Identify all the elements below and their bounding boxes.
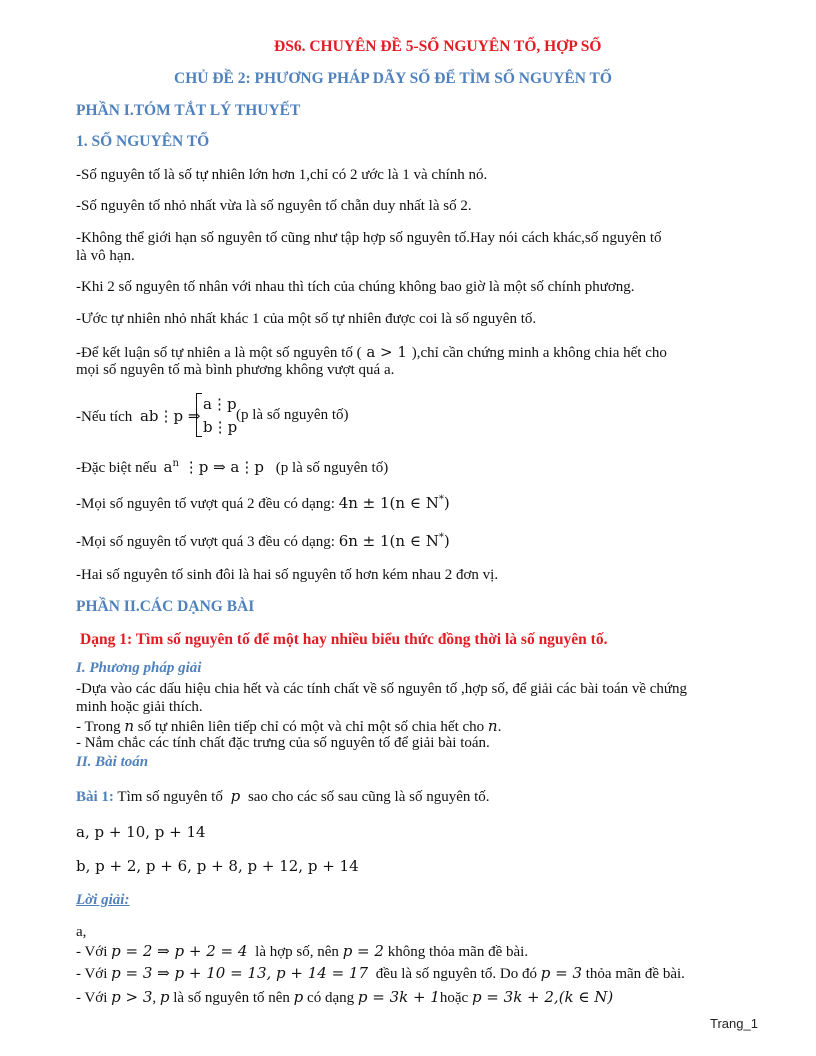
solution-line-1: - Với p = 2 ⇒ p + 2 = 4 là hợp số, nên p = 2 không thỏa mãn đề bài. xyxy=(76,942,529,960)
document-subtitle: CHỦ ĐỀ 2: PHƯƠNG PHÁP DÃY SỐ ĐỂ TÌM SỐ NGUYÊN TỐ xyxy=(174,70,612,87)
method-line-1: -Dựa vào các dấu hiệu chia hết và các tính chất về số nguyên tố ,hợp số, để giải các bài toán về chứng xyxy=(76,681,688,697)
theory-line-8: -Đặc biệt nếu $a^n$ ⋮p ⇒ a⋮p (p là số nguyên tố) xyxy=(76,458,389,476)
theory-line-5: -Ước tự nhiên nhỏ nhất khác 1 của một số tự nhiên được coi là số nguyên tố. xyxy=(76,311,537,327)
exercise-1-label: Bài 1: xyxy=(76,789,114,805)
exercise-1a: a, p + 10, p + 14 xyxy=(76,823,206,841)
formula-power-divides: $a^n$ ⋮p ⇒ a⋮p xyxy=(163,458,264,476)
theory-line-3a: -Không thể giới hạn số nguyên tố cũng như tập hợp số nguyên tố.Hay nói cách khác,số nguyên tố xyxy=(76,230,662,246)
formula-6n-pm-1: 6n ± 1(n ∈ N*) xyxy=(338,532,450,550)
theory-line-7-note: (p là số nguyên tố) xyxy=(236,407,349,423)
formula-a-gt-1: a > 1 xyxy=(361,343,412,361)
formula-4n-pm-1: 4n ± 1(n ∈ N*) xyxy=(338,494,450,512)
exercise-heading: II. Bài toán xyxy=(76,754,149,770)
formula-product-divides: ab⋮p ⇒ xyxy=(139,407,201,425)
theory-line-10: -Mọi số nguyên tố vượt quá 3 đều có dạng: 6n ± 1(n ∈ N*) xyxy=(76,532,450,550)
method-heading: I. Phương pháp giải xyxy=(76,660,202,676)
case-b-divides-p: b⋮p xyxy=(203,418,238,436)
theory-line-2: -Số nguyên tố nhỏ nhất vừa là số nguyên tố chẵn duy nhất là số 2. xyxy=(76,198,472,214)
exercise-1b: b, p + 2, p + 6, p + 8, p + 12, p + 14 xyxy=(76,857,359,875)
solution-heading: Lời giải: xyxy=(76,892,130,908)
page-number: Trang_1 xyxy=(710,1016,758,1031)
theory-line-6a: -Để kết luận số tự nhiên a là một số nguyên tố ( a > 1 ),chỉ cần chứng minh a không chia hết cho xyxy=(76,343,667,361)
exercise-1-statement: Bài 1: Tìm số nguyên tố p sao cho các số sau cũng là số nguyên tố. xyxy=(76,787,490,805)
document-title: ĐS6. CHUYÊN ĐỀ 5-SỐ NGUYÊN TỐ, HỢP SỐ xyxy=(274,38,602,55)
problem-type-1-heading: Dạng 1: Tìm số nguyên tố để một hay nhiều biểu thức đồng thời là số nguyên tố. xyxy=(80,631,608,648)
theory-line-7: -Nếu tích ab⋮p ⇒ xyxy=(76,407,201,425)
case-bracket xyxy=(196,393,202,437)
theory-line-3b: là vô hạn. xyxy=(76,248,135,264)
section-prime-heading: 1. SỐ NGUYÊN TỐ xyxy=(76,133,210,150)
theory-line-9: -Mọi số nguyên tố vượt quá 2 đều có dạng: 4n ± 1(n ∈ N*) xyxy=(76,494,450,512)
theory-line-11: -Hai số nguyên tố sinh đôi là hai số nguyên tố hơn kém nhau 2 đơn vị. xyxy=(76,567,499,583)
solution-line-3: - Với p > 3, p là số nguyên tố nên p có dạng p = 3k + 1hoặc p = 3k + 2,(k ∈ N) xyxy=(76,988,614,1006)
solution-line-2: - Với p = 3 ⇒ p + 10 = 13, p + 14 = 17 đều là số nguyên tố. Do đó p = 3 thỏa mãn đề bài. xyxy=(76,964,685,982)
case-a-divides-p: a⋮p xyxy=(203,395,237,413)
method-line-2: minh hoặc giải thích. xyxy=(76,699,203,715)
method-line-3: - Trong n số tự nhiên liên tiếp chỉ có một và chỉ một số chia hết cho n. xyxy=(76,717,502,735)
part2-heading: PHẦN II.CÁC DẠNG BÀI xyxy=(76,598,255,615)
theory-line-4: -Khi 2 số nguyên tố nhân với nhau thì tích của chúng không bao giờ là một số chính phương. xyxy=(76,279,635,295)
theory-line-6b: mọi số nguyên tố mà bình phương không vượt quá a. xyxy=(76,362,395,378)
theory-line-1: -Số nguyên tố là số tự nhiên lớn hơn 1,chỉ có 2 ước là 1 và chính nó. xyxy=(76,167,488,183)
solution-a-label: a, xyxy=(76,924,87,940)
part1-heading: PHẦN I.TÓM TẮT LÝ THUYẾT xyxy=(76,102,301,119)
method-line-4: - Nắm chắc các tính chất đặc trưng của số nguyên tố để giải bài toán. xyxy=(76,735,490,751)
